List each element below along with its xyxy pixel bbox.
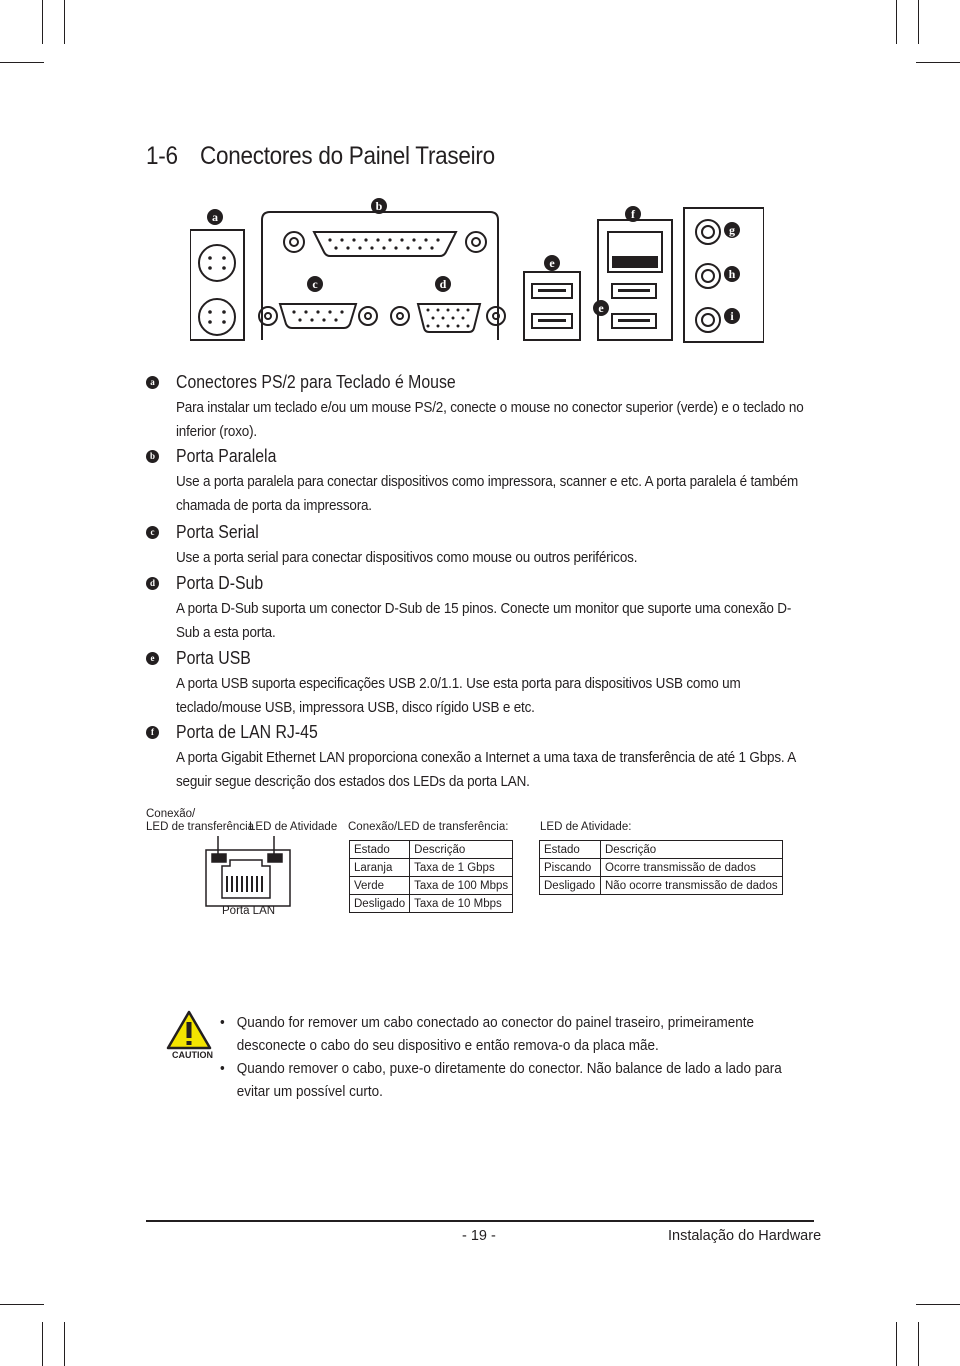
activity-led-table [539,840,783,895]
diagram-label-e: e [544,255,560,271]
ps2-block [190,230,244,340]
table-cell: Laranja [350,859,410,877]
crop-mark [64,0,65,44]
section-text: A porta USB suporta especificações USB 2.0/1.1. Use esta porta para dispositivos USB como um teclado/mouse USB, impressora USB, disco rígido USB e etc. [176,676,741,716]
lan-port-caption: Porta LAN [222,905,276,917]
table-header-cell: Estado [540,841,601,859]
table-row [540,859,783,877]
lan-port-illustration [204,836,294,908]
lan-label-top: Conexão/ [146,808,196,820]
section-marker: e [146,652,159,665]
diagram-label-a: a [207,209,223,225]
crop-mark [918,1322,919,1366]
section-heading: Porta USB [176,648,251,668]
rear-panel-illustration [190,200,764,350]
table-row [350,895,513,913]
diagram-label-i: i [724,308,740,324]
diagram-label-e: e [593,300,609,316]
table-header-row [540,841,783,859]
crop-mark [64,1322,65,1366]
crop-mark [918,0,919,44]
section-heading: Conectores PS/2 para Teclado é Mouse [176,372,456,392]
table-cell: Ocorre transmissão de dados [601,859,783,877]
diagram-label-g: g [724,222,740,238]
caution-item: • Quando remover o cabo, puxe-o diretamente do conector. Não balance de lado a lado para evitar um possível curto. [220,1061,782,1100]
table-cell: Taxa de 1 Gbps [410,859,513,877]
section-number: 1-6 [146,142,178,170]
link-led-table [349,840,513,913]
crop-mark [42,0,43,44]
section-marker: c [146,526,159,539]
section-heading: Porta de LAN RJ-45 [176,722,318,742]
lan-label-activity: LED de Atividade [249,821,338,833]
section-dsub [146,573,846,645]
rear-panel-diagram [190,200,764,350]
section-parallel [146,446,846,518]
table-row [540,877,783,895]
section-text: A porta D-Sub suporta um conector D-Sub de 15 pinos. Conecte um monitor que suporte uma conexão D-Sub a esta porta. [176,601,792,641]
table-row [350,859,513,877]
crop-mark [896,1322,897,1366]
crop-mark [0,1304,44,1305]
section-text: A porta Gigabit Ethernet LAN proporciona conexão a Internet a uma taxa de transferência de até 1 Gbps. A seguir segue descrição dos estados dos LEDs da porta LAN. [176,750,796,790]
section-text: Use a porta paralela para conectar dispositivos como impressora, scanner e etc. A porta paralela é também chamada de porta da impressora. [176,474,799,514]
table-cell: Não ocorre transmissão de dados [601,877,783,895]
table-cell: Taxa de 100 Mbps [410,877,513,895]
lan-label-link: LED de transferência [146,821,255,833]
section-heading: Porta D-Sub [176,573,264,593]
table-header-cell: Descrição [601,841,783,859]
usb-block [524,272,580,340]
table-header-cell: Estado [350,841,410,859]
footer-section: Instalação do Hardware [668,1228,822,1244]
diagram-label-f: f [625,206,641,222]
caution-list [220,1012,820,1104]
crop-mark [896,0,897,44]
table-cell: Piscando [540,859,601,877]
table-row [350,877,513,895]
crop-mark [42,1322,43,1366]
caution-text: Quando remover o cabo, puxe-o diretamente do conector. Não balance de lado a lado para evitar um possível curto. [236,1061,782,1100]
section-lan [146,722,846,794]
page-number: - 19 - [462,1228,496,1244]
diagram-label-c: c [307,276,323,292]
table-header-cell: Descrição [410,841,513,859]
caution-text: Quando for remover um cabo conectado ao conector do painel traseiro, primeiramente desconecte o cabo do seu dispositivo e então remova-o da placa mãe. [236,1015,754,1054]
section-heading: Porta Serial [176,522,259,542]
table-cell: Verde [350,877,410,895]
section-text: Para instalar um teclado e/ou um mouse PS/2, conecte o mouse no conector superior (verde) e o teclado no inferior (roxo). [176,400,804,440]
table-header-row [350,841,513,859]
link-table-title: Conexão/LED de transferência: [348,821,509,833]
section-usb [146,648,846,720]
crop-mark [0,62,44,63]
caution-item: • Quando for remover um cabo conectado ao conector do painel traseiro, primeiramente desconecte o cabo do seu dispositivo e então remova-o da placa mãe. [220,1015,754,1054]
section-serial [146,522,846,570]
diagram-label-d: d [435,276,451,292]
page-title [146,142,495,171]
diagram-label-h: h [724,266,740,282]
diagram-label-b: b [371,198,387,214]
caution-label: CAUTION [172,1050,213,1060]
section-heading: Porta Paralela [176,446,277,466]
table-cell: Desligado [350,895,410,913]
crop-mark [916,1304,960,1305]
section-text: Use a porta serial para conectar dispositivos como mouse ou outros periféricos. [176,550,638,566]
footer-rule [146,1220,814,1222]
table-cell: Taxa de 10 Mbps [410,895,513,913]
crop-mark [916,62,960,63]
table-cell: Desligado [540,877,601,895]
section-title: Conectores do Painel Traseiro [200,142,495,170]
section-marker: b [146,450,159,463]
section-marker: f [146,726,159,739]
section-ps2 [146,372,846,444]
section-marker: a [146,376,159,389]
section-marker: d [146,577,159,590]
activity-table-title: LED de Atividade: [540,821,632,833]
